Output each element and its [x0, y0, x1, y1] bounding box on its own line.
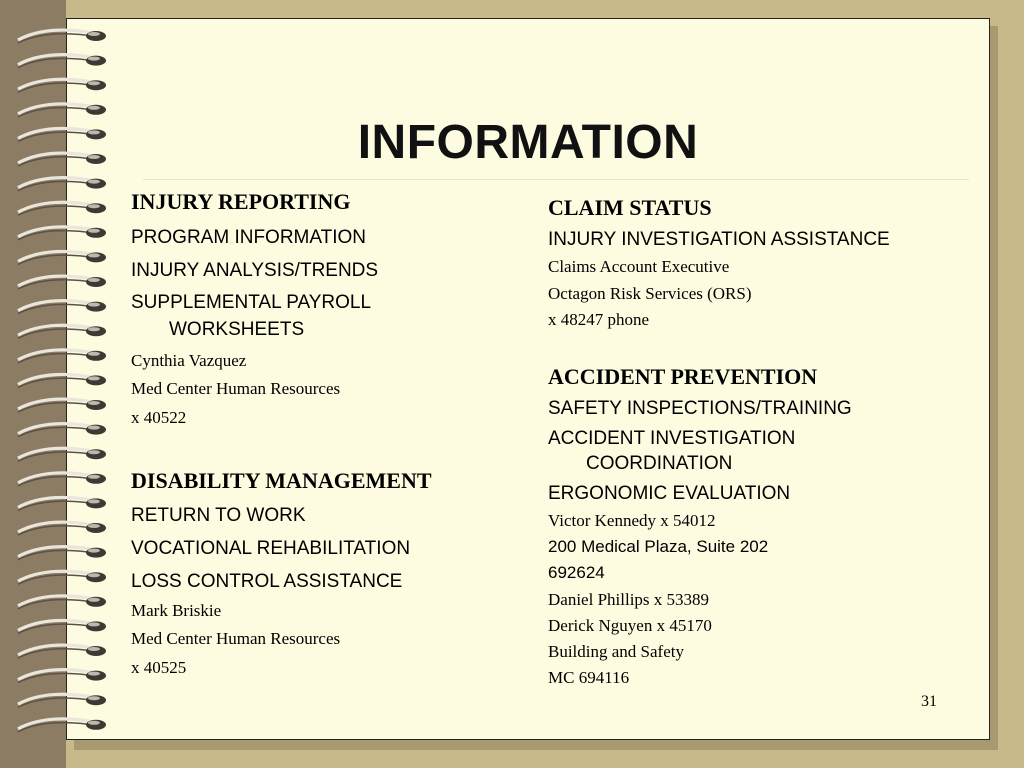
spiral-ring [18, 55, 106, 68]
spiral-ring [18, 128, 106, 141]
spiral-ring [18, 178, 106, 191]
spiral-ring [18, 694, 106, 707]
safety-inspections: SAFETY INSPECTIONS/TRAINING [548, 398, 852, 419]
spiral-ring [18, 276, 106, 289]
contact-daniel: Daniel Phillips x 53389 [548, 590, 710, 609]
claim-status-heading: CLAIM STATUS [548, 195, 712, 220]
contact-victor: Victor Kennedy x 54012 [548, 511, 716, 530]
spiral-ring [18, 153, 106, 166]
accident-investigation: ACCIDENT INVESTIGATION [548, 428, 796, 449]
building-and-safety: Building and Safety [548, 642, 684, 661]
vocational-rehabilitation: VOCATIONAL REHABILITATION [131, 538, 411, 559]
loss-control-assistance: LOSS CONTROL ASSISTANCE [131, 571, 403, 592]
return-to-work: RETURN TO WORK [131, 505, 306, 526]
octagon-risk-services: Octagon Risk Services (ORS) [548, 284, 752, 303]
spiral-ring [18, 719, 106, 732]
page-title: INFORMATION [357, 116, 699, 169]
injury-investigation-assistance: INJURY INVESTIGATION ASSISTANCE [548, 229, 890, 250]
contact-name: Cynthia Vazquez [131, 351, 247, 370]
spiral-ring [18, 79, 106, 92]
contact-extension: x 40522 [131, 408, 187, 427]
page-number: 31 [921, 693, 937, 710]
spiral-ring [18, 424, 106, 437]
accident-prevention-heading: ACCIDENT PREVENTION [548, 364, 818, 389]
spiral-ring [18, 522, 106, 535]
medical-plaza-address: 200 Medical Plaza, Suite 202 [548, 537, 769, 556]
coordination: COORDINATION [586, 453, 733, 474]
claims-account-executive: Claims Account Executive [548, 257, 730, 276]
spiral-ring [18, 497, 106, 510]
contact-extension: x 40525 [131, 658, 187, 677]
spiral-ring [18, 473, 106, 486]
spiral-ring [18, 227, 106, 240]
ergonomic-evaluation: ERGONOMIC EVALUATION [548, 483, 791, 504]
contact-department: Med Center Human Resources [131, 379, 341, 398]
spiral-ring [18, 30, 106, 43]
contact-department: Med Center Human Resources [131, 629, 341, 648]
ors-phone: x 48247 phone [548, 310, 650, 329]
notebook-page [66, 18, 990, 740]
spiral-ring [18, 620, 106, 633]
spiral-ring [18, 596, 106, 609]
injury-analysis: INJURY ANALYSIS/TRENDS [131, 260, 379, 281]
spiral-ring [18, 202, 106, 215]
spiral-ring [18, 448, 106, 461]
supplemental-payroll: SUPPLEMENTAL PAYROLL [131, 292, 372, 313]
spiral-ring [18, 374, 106, 387]
spiral-ring [18, 571, 106, 584]
contact-derick: Derick Nguyen x 45170 [548, 616, 712, 635]
spiral-ring [18, 399, 106, 412]
spiral-ring [18, 104, 106, 117]
injury-reporting-heading: INJURY REPORTING [131, 189, 351, 214]
spiral-ring [18, 547, 106, 560]
spiral-ring [18, 251, 106, 264]
spiral-ring [18, 645, 106, 658]
title-divider [143, 179, 969, 180]
mail-code: MC 694116 [548, 668, 630, 687]
medical-plaza-mc: 692624 [548, 563, 605, 582]
spiral-binding-icon [0, 0, 120, 768]
contact-name: Mark Briskie [131, 601, 222, 620]
worksheets: WORKSHEETS [169, 319, 305, 340]
spiral-ring [18, 325, 106, 338]
spiral-ring [18, 301, 106, 314]
program-information: PROGRAM INFORMATION [131, 227, 367, 248]
disability-management-heading: DISABILITY MANAGEMENT [131, 468, 432, 493]
spiral-ring [18, 670, 106, 683]
spiral-ring [18, 350, 106, 363]
